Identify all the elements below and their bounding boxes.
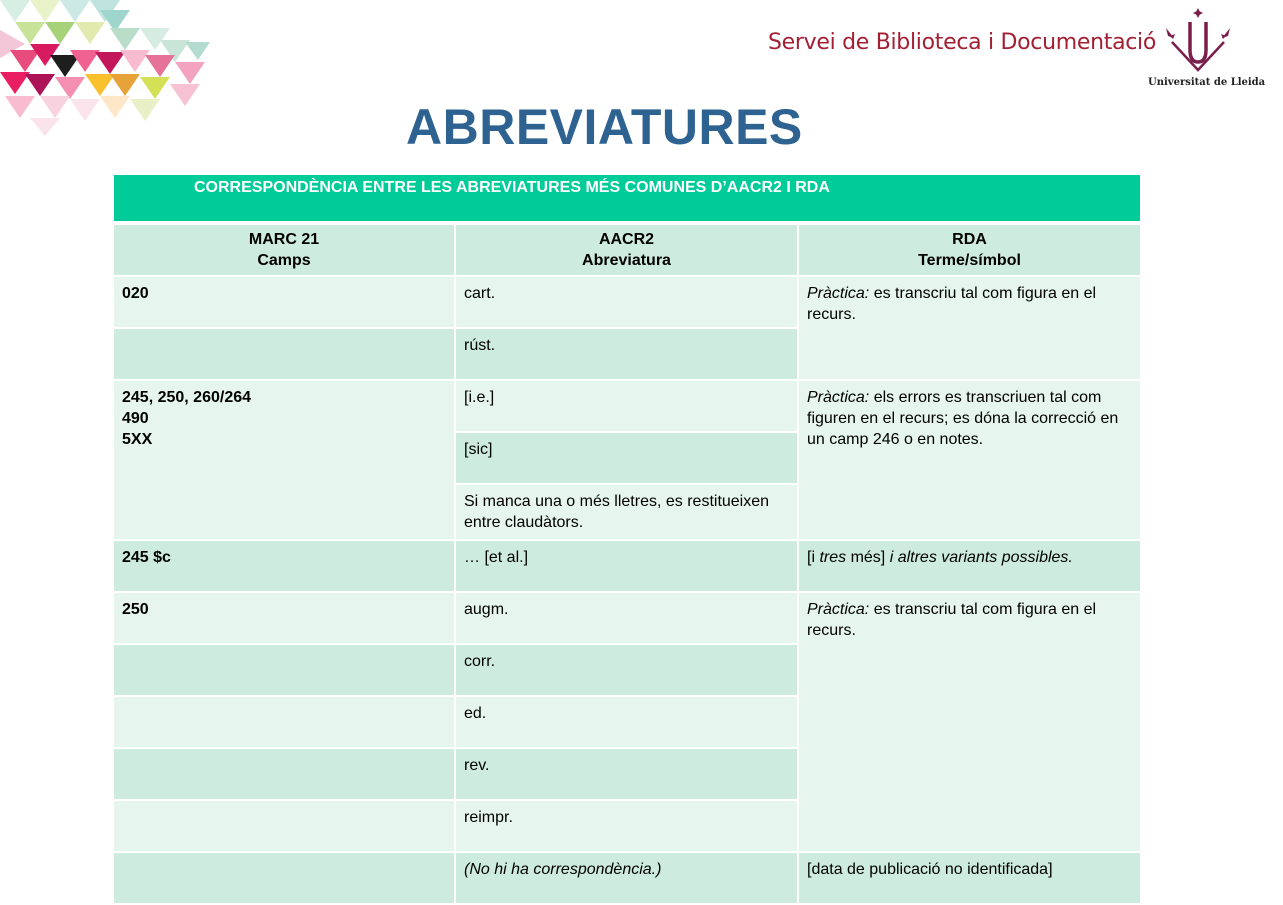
rda-text: es transcriu tal com figura en el recurs. <box>807 285 1097 323</box>
rda-cell <box>798 592 1141 852</box>
marc-cell-empty <box>113 852 455 904</box>
practica-label: Pràctica: <box>807 389 870 406</box>
column-header-rda <box>798 223 1141 276</box>
practica-label: Pràctica: <box>807 285 870 302</box>
rda-text: els errors es transcriuen tal com figuren en el recurs; es dóna la correcció en un camp 246 o en notes. <box>807 389 1119 448</box>
aacr2-cell: ed. <box>455 696 798 748</box>
aacr2-cell: … [et al.] <box>455 540 798 592</box>
aacr2-cell: (No hi ha correspondència.) <box>455 852 798 904</box>
table-row <box>113 592 1141 644</box>
rda-text: [i <box>807 549 820 566</box>
marc-cell-empty <box>113 644 455 696</box>
column-header-marc-line1: MARC 21 <box>248 231 320 248</box>
rda-cell <box>798 276 1141 380</box>
aacr2-cell: [sic] <box>455 432 798 484</box>
marc-line: 490 <box>122 410 149 427</box>
page-title: ABREVIATURES <box>406 99 803 155</box>
university-name: Universitat de Lleida <box>1148 77 1266 88</box>
column-header-rda-line2: Terme/símbol <box>918 252 1021 269</box>
marc-line: 245, 250, 260/264 <box>122 389 252 406</box>
aacr2-cell: rev. <box>455 748 798 800</box>
marc-cell: 245 $c <box>113 540 455 592</box>
marc-cell-empty <box>113 748 455 800</box>
aacr2-cell: rúst. <box>455 328 798 380</box>
table-caption: CORRESPONDÈNCIA ENTRE LES ABREVIATURES MÉS COMUNES D’AACR2 I RDA <box>113 174 1141 223</box>
aacr2-cell: Si manca una o més lletres, es restitueixen entre claudàtors. <box>455 484 798 540</box>
table-header-row <box>113 223 1141 276</box>
table-row <box>113 540 1141 592</box>
rda-cell <box>798 540 1141 592</box>
marc-cell: 020 <box>113 276 455 328</box>
rda-text: es transcriu tal com figura en el recurs. <box>807 601 1097 639</box>
marc-cell-empty <box>113 800 455 852</box>
marc-cell: 250 <box>113 592 455 644</box>
table-row <box>113 380 1141 432</box>
service-name: Servei de Biblioteca i Documentació <box>768 30 1157 55</box>
column-header-marc-line2: Camps <box>257 252 311 269</box>
rda-text-italic: tres <box>819 549 847 566</box>
abbreviations-table <box>112 173 1142 905</box>
column-header-rda-line1: RDA <box>952 231 987 248</box>
rda-text: més] <box>846 549 890 566</box>
practica-label: Pràctica: <box>807 601 870 618</box>
rda-cell <box>798 380 1141 540</box>
aacr2-cell: corr. <box>455 644 798 696</box>
table-row <box>113 852 1141 904</box>
aacr2-cell: cart. <box>455 276 798 328</box>
column-header-aacr2 <box>455 223 798 276</box>
column-header-marc <box>113 223 455 276</box>
table-row <box>113 276 1141 328</box>
marc-cell-empty <box>113 696 455 748</box>
table-caption-row <box>113 174 1141 223</box>
column-header-aacr2-line1: AACR2 <box>598 231 655 248</box>
aacr2-cell: augm. <box>455 592 798 644</box>
aacr2-cell: reimpr. <box>455 800 798 852</box>
marc-cell <box>113 380 455 540</box>
decorative-triangles <box>0 0 220 140</box>
university-logo-icon <box>1156 6 1240 76</box>
rda-text-italic: i altres variants possibles. <box>889 549 1073 566</box>
rda-cell: [data de publicació no identificada] <box>798 852 1141 904</box>
marc-cell-empty <box>113 328 455 380</box>
marc-line: 5XX <box>122 431 153 448</box>
column-header-aacr2-line2: Abreviatura <box>582 252 671 269</box>
aacr2-cell: [i.e.] <box>455 380 798 432</box>
university-logo <box>1148 6 1266 90</box>
